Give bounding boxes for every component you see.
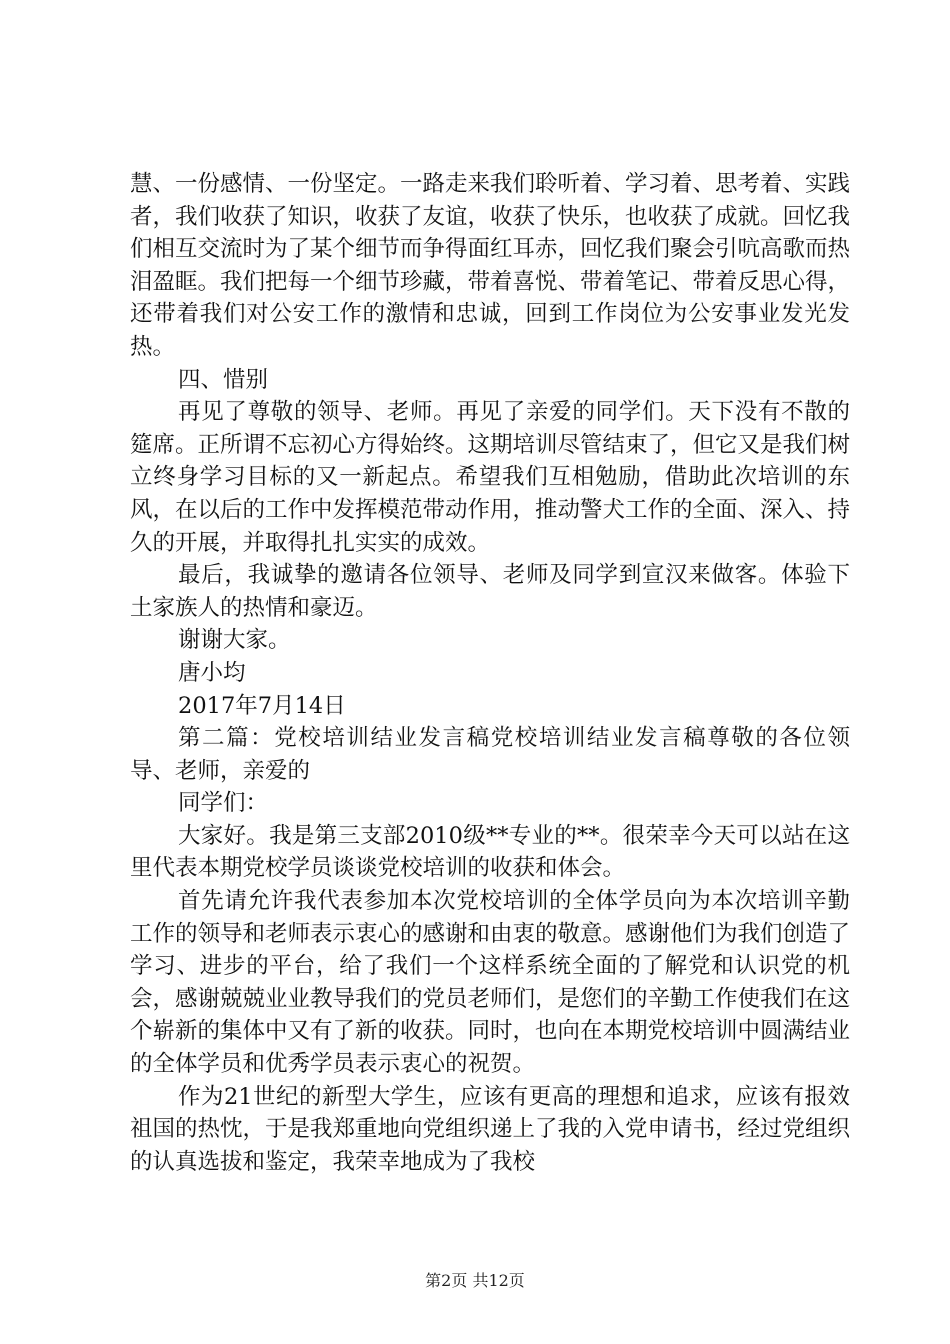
paragraph-ideals: 作为21世纪的新型大学生，应该有更高的理想和追求，应该有报效祖国的热忱，于是我郑重地向党组织递上了我的入党申请书，经过党组织的认真选拔和鉴定，我荣幸地成为了我校 bbox=[130, 1083, 851, 1175]
document-body bbox=[130, 168, 850, 1178]
section-title-second: 第二篇：党校培训结业发言稿党校培训结业发言稿尊敬的各位领导、老师，亲爱的 bbox=[130, 725, 850, 784]
signature-date: 2017年7月14日 bbox=[178, 692, 346, 719]
paragraph-thanks: 谢谢大家。 bbox=[178, 627, 291, 654]
paragraph-farewell: 再见了尊敬的领导、老师。再见了亲爱的同学们。天下没有不散的筵席。正所谓不忘初心方得始终。这期培训尽管结束了，但它又是我们树立终身学习目标的又一新起点。希望我们互相勉励，借助此次培训的东风，在以后的工作中发挥模范带动作用，推动警犬工作的全面、深入、持久的开展，并取得扎扎实实的成效。 bbox=[130, 399, 851, 556]
paragraph-invitation: 最后，我诚挚的邀请各位领导、老师及同学到宣汉来做客。体验下土家族人的热情和豪迈。 bbox=[130, 562, 850, 621]
paragraph-greeting: 大家好。我是第三支部2010级**专业的**。很荣幸今天可以站在这里代表本期党校学员谈谈党校培训的收获和体会。 bbox=[130, 822, 850, 882]
salutation: 同学们： bbox=[178, 790, 269, 817]
page-footer: 第2页 共12页 bbox=[425, 1271, 525, 1290]
section-heading-farewell: 四、惜别 bbox=[178, 366, 269, 393]
paragraph-gratitude: 首先请允许我代表参加本次党校培训的全体学员向为本次培训辛勤工作的领导和老师表示衷心的感谢和由衷的敬意。感谢他们为我们创造了学习、进步的平台，给了我们一个这样系统全面的了解党和认识党的机会，感谢兢兢业业教导我们的党员老师们，是您们的辛勤工作使我们在这个崭新的集体中又有了新的收获。同时，也向在本期党校培训中圆满结业的全体学员和优秀学员表示衷心的祝贺。 bbox=[130, 888, 851, 1078]
paragraph-continuation: 慧、一份感情、一份坚定。一路走来我们聆听着、学习着、思考着、实践者，我们收获了知识，收获了友谊，收获了快乐，也收获了成就。回忆我们相互交流时为了某个细节而争得面红耳赤，回忆我们聚会引吭高歌而热泪盈眶。我们把每一个细节珍藏，带着喜悦、带着笔记、带着反思心得，还带着我们对公安工作的激情和忠诚，回到工作岗位为公安事业发光发热。 bbox=[130, 171, 851, 360]
signature-name: 唐小均 bbox=[178, 659, 246, 686]
